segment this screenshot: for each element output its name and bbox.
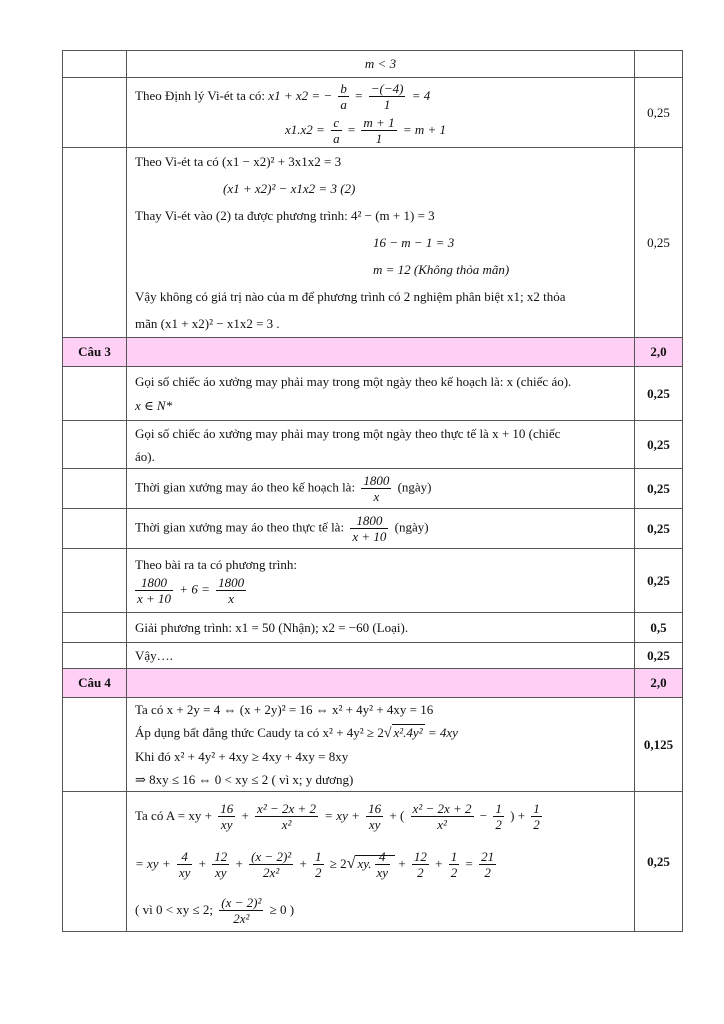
- text: ≥ 0 ): [269, 901, 295, 917]
- fraction: [338, 81, 349, 112]
- operator: +: [435, 855, 443, 871]
- numerator: 16: [220, 801, 234, 817]
- fraction: [177, 849, 193, 880]
- denominator: x: [373, 489, 380, 504]
- fraction: [361, 115, 396, 146]
- table-row: [63, 698, 683, 792]
- label-cell: [63, 643, 127, 669]
- numerator: (x − 2)²: [221, 895, 262, 911]
- numerator: c: [331, 115, 342, 131]
- score-cell: 0,5: [635, 613, 683, 643]
- math-text: = xy +: [135, 855, 171, 871]
- denominator: a: [333, 131, 340, 147]
- fraction: [479, 849, 496, 880]
- answer-table: [62, 50, 683, 932]
- sqrt-radicand: x².4y²: [393, 725, 423, 740]
- math-text: = xy +: [324, 807, 360, 823]
- content-cell: [127, 469, 635, 509]
- numerator: 1800: [363, 473, 390, 488]
- text-line: Vậy….: [135, 647, 173, 663]
- score-cell: 0,25: [635, 78, 683, 148]
- fraction: [219, 895, 263, 926]
- score-cell: 0,25: [635, 549, 683, 613]
- fraction: [212, 849, 229, 880]
- denominator: xy: [368, 817, 381, 833]
- score-cell: 0,25: [635, 792, 683, 932]
- text-line: Vậy không có giá trị nào của m để phương trình có 2 nghiệm phân biệt x1; x2 thỏa: [135, 289, 566, 304]
- numerator: 1800: [135, 575, 173, 591]
- label-cell: [63, 509, 127, 549]
- fraction: [255, 801, 318, 832]
- math-text: m < 3: [364, 56, 397, 71]
- label-cell: [63, 78, 127, 148]
- table-row: [63, 469, 683, 509]
- denominator: x²: [281, 817, 292, 833]
- score-cell: 0,25: [635, 367, 683, 421]
- content-cell: Theo Định lý Vi-ét ta có: x1 + x2 = − $\frac{b}{a}$ = $\frac{-(-4)}{1}$ = 4 x1.x2 = $\frac{c}{a}$ = $\frac{m + 1}{1}$ = m + 1: [127, 78, 635, 148]
- denominator: xy: [376, 865, 389, 881]
- section-score: 2,0: [635, 669, 683, 698]
- fraction: [350, 513, 388, 544]
- sqrt-radicand: [355, 849, 395, 881]
- table-row: [63, 509, 683, 549]
- label-cell: [63, 792, 127, 932]
- fraction: [331, 115, 342, 146]
- denominator: 2: [315, 865, 322, 881]
- table-row: [63, 421, 683, 469]
- numerator: 1: [315, 849, 322, 865]
- text-line: Khi đó x² + 4y² + 4xy ≥ 4xy + 4xy = 8xy: [135, 749, 349, 764]
- table-row: [63, 613, 683, 643]
- denominator: 2: [495, 817, 502, 833]
- denominator: xy: [178, 865, 191, 881]
- section-score: 2,0: [635, 338, 683, 367]
- operator: + (: [389, 807, 405, 823]
- label-cell: [63, 367, 127, 421]
- denominator: 2: [484, 865, 491, 881]
- denominator: 1: [375, 131, 383, 147]
- text: Áp dụng bất đẳng thức Caudy ta có x² + 4y² ≥ 2: [135, 725, 384, 740]
- denominator: x + 10: [137, 591, 172, 606]
- numerator: 16: [368, 801, 382, 817]
- text-line: Giải phương trình: x1 = 50 (Nhận); x2 = −60 (Loại).: [135, 619, 409, 635]
- content-cell: Ta có x + 2y = 4 ⇔ (x + 2y)² = 16 ⇔ x² + 4y² + 4xy = 16 Áp dụng bất đẳng thức Caudy ta có x² + 4y² ≥ 2√ x².4y² = 4xy Khi đó x² + 4y² + 4xy ≥ 4xy + 4xy = 8xy ⇒ 8xy ≤ 16 ⇔ 0 < xy ≤ 2 ( vì x; y dương): [127, 698, 635, 792]
- denominator: 2: [450, 865, 458, 881]
- operator: +: [235, 855, 243, 871]
- content-cell: [127, 421, 635, 469]
- table-row: [63, 643, 683, 669]
- operator: +: [198, 855, 206, 871]
- text: (ngày): [394, 519, 429, 535]
- table-row: [63, 148, 683, 338]
- math-text: x1.x2 =: [285, 121, 325, 137]
- numerator: 4: [177, 849, 193, 865]
- numerator: b: [340, 81, 347, 97]
- numerator: 12: [413, 849, 427, 865]
- math-text: + 6 =: [179, 581, 210, 597]
- score-cell: 0,25: [635, 469, 683, 509]
- numerator: 1: [450, 849, 458, 865]
- fraction: [531, 801, 542, 832]
- numerator: m + 1: [363, 115, 395, 131]
- numerator: 12: [214, 849, 228, 865]
- text-line: Gọi số chiếc áo xưởng may phải may trong một ngày theo kế hoạch là: x (chiếc áo).: [135, 373, 572, 389]
- fraction: [218, 801, 235, 832]
- section-header-cau3: [63, 338, 683, 367]
- section-label: Câu 4: [63, 669, 127, 698]
- math-text: = 4xy: [427, 725, 458, 740]
- score-cell: [635, 51, 683, 78]
- operator: +: [398, 855, 406, 871]
- score-cell: 0,25: [635, 421, 683, 469]
- text: ( vì 0 < xy ≤ 2;: [135, 901, 214, 917]
- fraction: [216, 575, 246, 606]
- content-cell: [127, 51, 635, 78]
- label-cell: [63, 549, 127, 613]
- score-cell: 0,25: [635, 643, 683, 669]
- fraction: [135, 575, 173, 606]
- math-line: 16 − m − 1 = 3: [373, 235, 455, 250]
- math-text: x1 + x2 = −: [268, 87, 333, 103]
- text-line: mãn (x1 + x2)² − x1x2 = 3 .: [135, 316, 280, 331]
- label-cell: [63, 421, 127, 469]
- denominator: 1: [383, 97, 391, 113]
- operator: +: [299, 855, 307, 871]
- text-line: Theo Vi-ét ta có (x1 − x2)² + 3x1x2 = 3: [135, 154, 342, 169]
- score-cell: 0,125: [635, 698, 683, 792]
- fraction: [375, 849, 391, 880]
- numerator: 1: [495, 801, 502, 817]
- numerator: x² − 2x + 2: [412, 801, 472, 817]
- content-cell: [127, 613, 635, 643]
- text-line: áo).: [135, 448, 155, 464]
- fraction: [412, 849, 429, 880]
- fraction: [249, 849, 293, 880]
- text-line: Theo bài ra ta có phương trình:: [135, 557, 297, 572]
- table-row: [63, 549, 683, 613]
- table-row: [63, 367, 683, 421]
- label-cell: [63, 698, 127, 792]
- fraction: [449, 849, 460, 880]
- math-text: = 4: [411, 87, 431, 103]
- table-row: [63, 51, 683, 78]
- content-cell: [127, 643, 635, 669]
- text-line: ⇒ 8xy ≤ 16 ⇔ 0 < xy ≤ 2 ( vì x; y dương): [135, 772, 354, 787]
- denominator: x: [228, 591, 234, 606]
- numerator: (x − 2)²: [251, 849, 292, 865]
- denominator: xy: [214, 865, 227, 881]
- operator: +: [241, 807, 249, 823]
- denominator: 2x²: [233, 911, 250, 927]
- fraction: [369, 81, 406, 112]
- numerator: 1800: [350, 513, 388, 529]
- content-cell: [127, 367, 635, 421]
- content-cell: Ta có A = xy + $\frac{16}{xy}$ + $\frac{\text{x² − 2x + 2}}{\text{x²}}$ = xy + $\frac{16}{xy}$ + ( $\frac{\text{x² − 2x + 2}}{\text{x²}}$ − $\frac{1}{2}$ ) + $\frac{1}{2}$ = xy + $\frac{4}{xy}$ + $\frac{12}{xy}$ + $\frac{\text{(x − 2)²}}{\text{2x²}}$ + $\frac{1}{2}$ ≥ 2√ xy. $\frac{4}{xy}$ + $\frac{12}{2}$ + $\frac{1}{2}$ = $\frac{21}{2}$ ( vì 0 < xy ≤ 2; $\frac{\text{(x − 2)²}}{\text{2x²}}$ ≥ 0 ): [127, 792, 635, 932]
- numerator: 1: [533, 801, 540, 817]
- text-line: Thay Vi-ét vào (2) ta được phương trình: 4² − (m + 1) = 3: [135, 208, 435, 223]
- content-cell: [127, 509, 635, 549]
- content-cell: [127, 549, 635, 613]
- math-text: xy.: [357, 855, 372, 871]
- section-label: Câu 3: [63, 338, 127, 367]
- operator: ) +: [510, 807, 526, 823]
- math-text: = m + 1: [402, 121, 447, 137]
- label-cell: [63, 51, 127, 78]
- answer-table-wrapper: [62, 50, 682, 932]
- denominator: x + 10: [352, 529, 387, 544]
- section-header-cau4: [63, 669, 683, 698]
- denominator: xy: [220, 817, 233, 833]
- denominator: 2: [417, 865, 424, 881]
- fraction: [411, 801, 474, 832]
- text-line: Gọi số chiếc áo xưởng may phải may trong một ngày theo thực tế là x + 10 (chiếc: [135, 425, 561, 441]
- label-cell: [63, 148, 127, 338]
- numerator: −(−4): [370, 81, 404, 97]
- numerator: x² − 2x + 2: [257, 801, 317, 817]
- text: Thời gian xưởng may áo theo thực tế là:: [135, 519, 345, 535]
- denominator: a: [340, 97, 347, 113]
- score-cell: 0,25: [635, 509, 683, 549]
- numerator: 1800: [218, 575, 245, 590]
- text: Theo Định lý Vi-ét ta có:: [135, 87, 266, 103]
- denominator: 2x²: [263, 865, 280, 881]
- math-line: (x1 + x2)² − x1x2 = 3 (2): [223, 181, 356, 196]
- label-cell: [63, 469, 127, 509]
- section-blank: [127, 338, 635, 367]
- text: Thời gian xưởng may áo theo kế hoạch là:: [135, 479, 356, 495]
- operator: −: [479, 807, 488, 823]
- text-line: Ta có x + 2y = 4 ⇔ (x + 2y)² = 16 ⇔ x² + 4y² + 4xy = 16: [135, 702, 434, 717]
- fraction: [313, 849, 324, 880]
- fraction: [361, 473, 391, 504]
- label-cell: [63, 613, 127, 643]
- text: Ta có A = xy +: [135, 807, 212, 823]
- math-line: x ∈ N*: [135, 397, 173, 413]
- table-row: [63, 78, 683, 148]
- numerator: 4: [375, 849, 391, 865]
- table-row: [63, 792, 683, 932]
- operator: ≥ 2: [329, 855, 347, 871]
- operator: =: [465, 855, 473, 871]
- section-blank: [127, 669, 635, 698]
- math-line: m = 12 (Không thỏa mãn): [373, 262, 510, 277]
- denominator: x²: [437, 817, 447, 833]
- fraction: [493, 801, 504, 832]
- fraction: [366, 801, 383, 832]
- score-cell: 0,25: [635, 148, 683, 338]
- text: (ngày): [397, 479, 432, 495]
- denominator: 2: [533, 817, 540, 833]
- content-cell: [127, 148, 635, 338]
- numerator: 21: [481, 849, 495, 865]
